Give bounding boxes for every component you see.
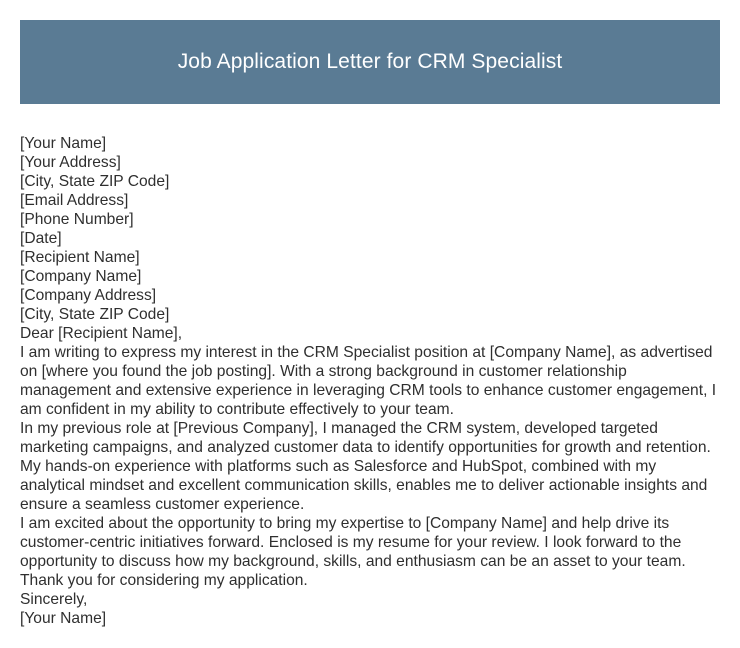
paragraph-intro: I am writing to express my interest in the CRM Specialist position at [Company Name], as advertised on [where you found the job posting]. With a strong background in customer relationship management and extensive experience in leveraging CRM tools to enhance customer engagement, I am confident in my ability to contribute effectively to your team. bbox=[20, 344, 717, 418]
salutation: Dear [Recipient Name], bbox=[20, 325, 183, 342]
page-title: Job Application Letter for CRM Specialist bbox=[177, 50, 563, 73]
signature: [Your Name] bbox=[20, 610, 107, 627]
header-banner bbox=[20, 20, 720, 104]
sender-phone: [Phone Number] bbox=[20, 211, 134, 228]
recipient-name: [Recipient Name] bbox=[20, 249, 140, 266]
thanks-line: Thank you for considering my application. bbox=[20, 572, 308, 589]
letter-body bbox=[20, 134, 722, 628]
sender-address: [Your Address] bbox=[20, 154, 121, 171]
sender-name: [Your Name] bbox=[20, 135, 107, 152]
company-city: [City, State ZIP Code] bbox=[20, 306, 170, 323]
company-address: [Company Address] bbox=[20, 287, 157, 304]
sender-city: [City, State ZIP Code] bbox=[20, 173, 170, 190]
closing: Sincerely, bbox=[20, 591, 88, 608]
sender-email: [Email Address] bbox=[20, 192, 129, 209]
letter-date: [Date] bbox=[20, 230, 62, 247]
paragraph-closing: I am excited about the opportunity to bring my expertise to [Company Name] and help drive its customer-centric initiatives forward. Enclosed is my resume for your review. I look forward to the opportunity to discuss how my background, skills, and enthusiasm can be an asset to your team. bbox=[20, 515, 686, 570]
paragraph-experience: In my previous role at [Previous Company], I managed the CRM system, developed targeted marketing campaigns, and analyzed customer data to identify opportunities for growth and retention. My hands-on experience with platforms such as Salesforce and HubSpot, combined with my analytical mindset and excellent communication skills, enables me to deliver actionable insights and ensure a seamless customer experience. bbox=[20, 420, 711, 513]
company-name: [Company Name] bbox=[20, 268, 142, 285]
